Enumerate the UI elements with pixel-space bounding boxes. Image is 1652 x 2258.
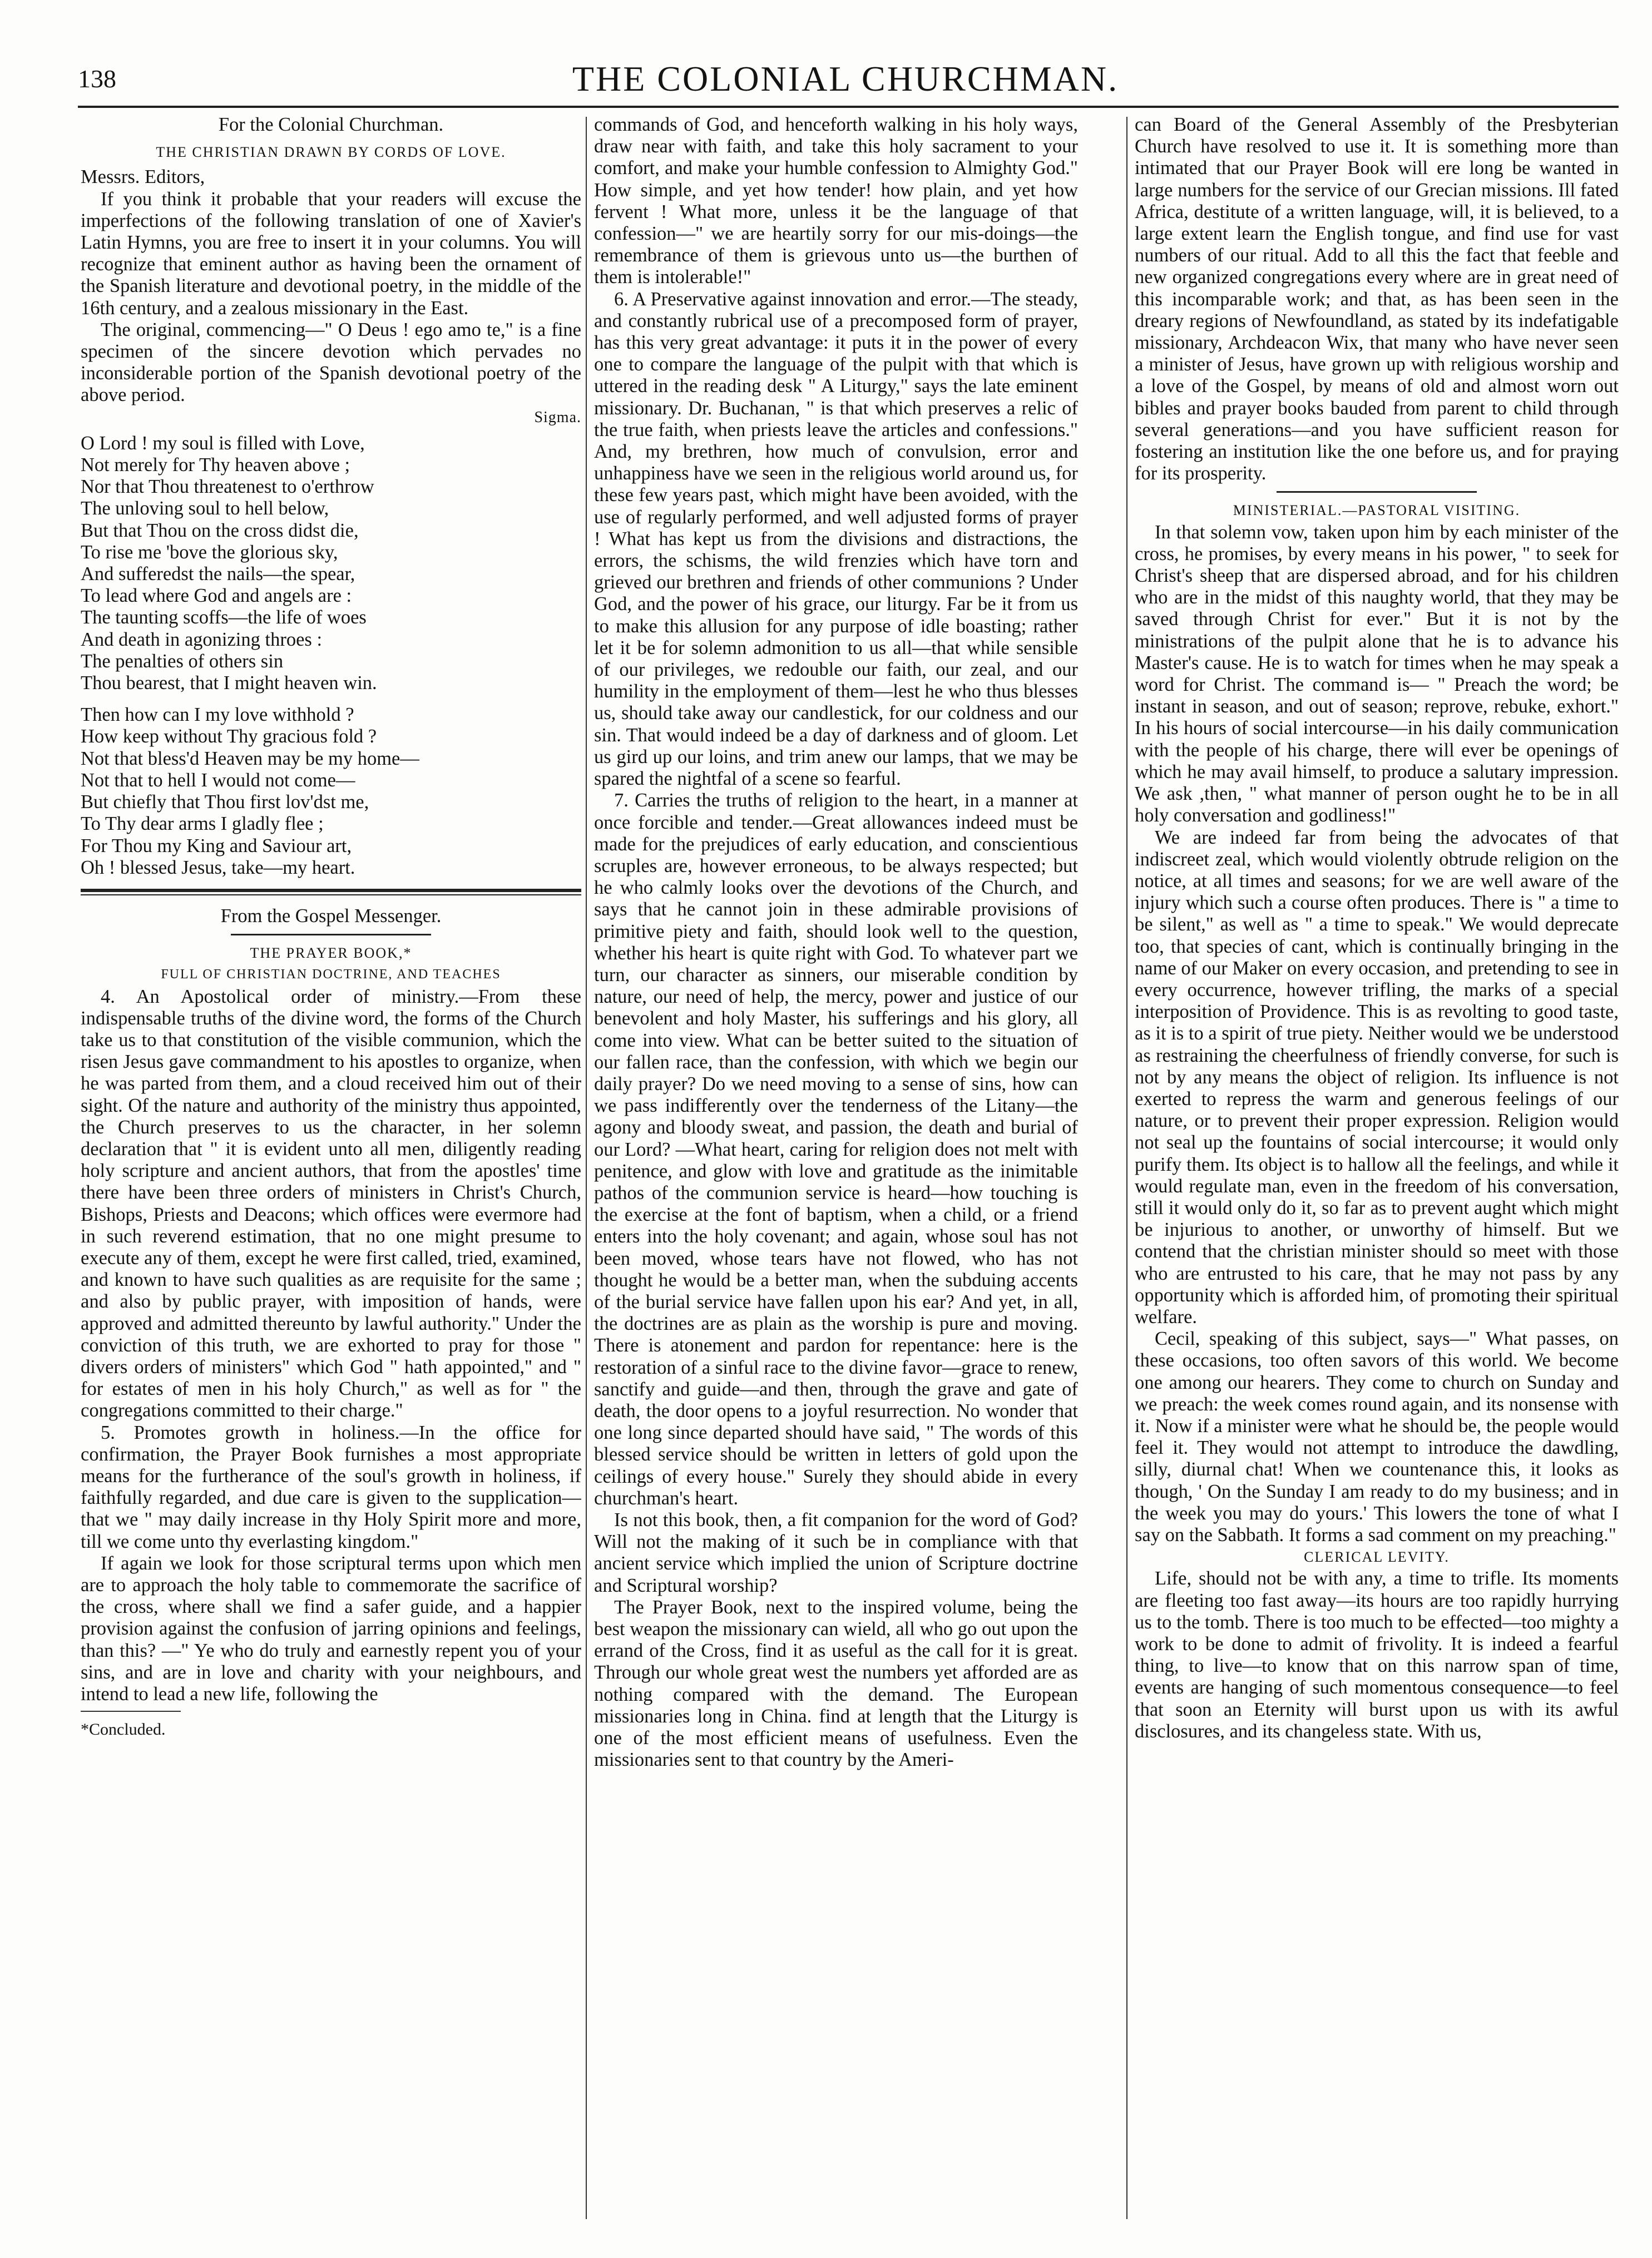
header-rule	[78, 106, 1619, 108]
column-divider	[586, 117, 587, 2219]
verse-line: O Lord ! my soul is filled with Love,	[81, 432, 365, 454]
section-rule	[81, 889, 581, 895]
salutation: Messrs. Editors,	[81, 166, 205, 188]
journal-title: THE COLONIAL CHURCHMAN.	[572, 59, 1119, 98]
column-2	[594, 114, 1078, 2222]
article-title: MINISTERIAL.—PASTORAL VISITING.	[1233, 502, 1521, 519]
hymn-poem	[81, 433, 581, 879]
paragraph: Is not this book, then, a fit companion for the word of God? Will not the making of it such be in compliance with that ancient service which implied the union of Scripture doctrine and Scriptural worship?	[594, 1509, 1078, 1596]
verse-line: To lead where God and angels are :	[81, 585, 352, 607]
stanza	[81, 433, 581, 694]
verse-line: The taunting scoffs—the life of woes	[81, 607, 367, 628]
verse-line: Not that to hell I would not come—	[81, 769, 355, 791]
verse-line: Then how can I my love withhold ?	[81, 704, 354, 726]
short-rule	[231, 934, 431, 935]
paragraph: 4. An Apostolical order of ministry.—From these indispensable truths of the divine word, the forms of the Church take us to that constitution of the visible communion, which the risen Jesus gave commandment to his apostles to organize, when he was parted from them, and a cloud received him out of their sight. Of the nature and authority of the ministry thus appointed, the Church preserves to us the character, in her solemn declaration that " it is evident unto all men, diligently reading holy scripture and ancient authors, that from the apostles' time there have been three orders of ministers in Christ's Church, Bishops, Priests and Deacons; which offices were evermore had in such reverend estimation, that no one might presume to execute any of them, except he were first called, tried, examined, and known to have such qualities as are requisite for the same ; and also by public prayer, with imposition of hands, were approved and admitted thereunto by lawful authority." Under the conviction of this truth, we are exhorted to pray for those " divers orders of ministers" which God " hath appointed," and " for estates of men in his holy Church," as well as for " the congregations committed to their charge."	[81, 986, 581, 1422]
verse-line: Not that bless'd Heaven may be my home—	[81, 747, 419, 769]
column-divider	[1126, 117, 1127, 2219]
verse-line: The penalties of others sin	[81, 650, 284, 672]
verse-line: To rise me 'bove the glorious sky,	[81, 541, 338, 563]
paragraph: 6. A Preservative against innovation and error.—The steady, and constantly rubrical use of a precomposed form of prayer, has this very great advantage: it puts it in the power of every one to compare the language of the pulpit with that which is uttered in the reading desk " A Liturgy," says the late eminent missionary. Dr. Buchanan, " is that which preserves a relic of the true faith, when priests leave the articles and confessions." And, my brethren, how much of convulsion, error and unhappiness have we seen in the religious world around us, for these few years past, which might have been avoided, with the use of regularly performed, and well adjusted forms of prayer ! What has kept us from the divisions and distractions, the errors, the schisms, the wild frenzies which have torn and grieved our brethren and friends of other communions ? Under God, and the power of his grace, our liturgy. Far be it from us to make this allusion for any purpose of idle boasting; rather let it be for solemn admonition to us all—that while sensible of our privileges, we redouble our faith, our zeal, and our humility in the employment of them—lest he who thus blesses us, should take away our candlestick, for our coldness and our sin. That would indeed be a day of darkness and of gloom. Let us gird up our loins, and trim anew our lamps, that we may be spared the nightfal of a scene so fearful.	[594, 288, 1078, 790]
verse-line: Oh ! blessed Jesus, take—my heart.	[81, 856, 355, 878]
stanza	[81, 704, 581, 879]
source-line: From the Gospel Messenger.	[220, 905, 442, 927]
footnote-rule	[81, 1711, 181, 1712]
verse-line: And death in agonizing throes :	[81, 628, 323, 650]
verse-line: For Thou my King and Saviour art,	[81, 835, 352, 856]
verse-line: But that Thou on the cross didst die,	[81, 519, 359, 541]
paragraph: If again we look for those scriptural terms upon which men are to approach the holy table to commemorate the sacrifice of the cross, where shall we find a safer guide, and a happier provision against the confusion of jarring opinions and feelings, than this? —" Ye who do truly and earnestly repent you of your sins, and are in love and charity with your neighbours, and intend to lead a new life, following the	[81, 1552, 581, 1705]
signature: Sigma.	[534, 408, 581, 426]
short-rule	[1277, 491, 1477, 493]
verse-line: And sufferedst the nails—the spear,	[81, 563, 355, 585]
source-line: For the Colonial Churchman.	[218, 114, 444, 135]
verse-line: But chiefly that Thou first lov'dst me,	[81, 791, 369, 813]
article-subtitle: FULL OF CHRISTIAN DOCTRINE, AND TEACHES	[161, 967, 501, 982]
column-1	[81, 114, 581, 2211]
paragraph: The Prayer Book, next to the inspired volume, being the best weapon the missionary can wield, all who go out upon the errand of the Cross, find it as useful as the call for it is great. Through our whole great west the numbers yet afforded are as nothing compared with the demand. The European missionaries long in China. find at length that the Liturgy is one of the most efficient means of usefulness. Even the missionaries sent to that country by the Ameri-	[594, 1596, 1078, 1771]
paragraph: The original, commencing—" O Deus ! ego amo te," is a fine specimen of the sincere devotion which pervades no inconsiderable portion of the Spanish devotional poetry of the above period.	[81, 319, 581, 406]
paragraph: In that solemn vow, taken upon him by each minister of the cross, he promises, by every means in his power, " to seek for Christ's sheep that are dispersed abroad, and for his children who are in the midst of this naughty world, that they may be saved through Christ for ever." But it is not by the ministrations of the pulpit alone that he is to advance his Master's cause. He is to watch for times when he may speak a word for Christ. The command is— " Preach the word; be instant in season, and out of season; reprove, rebuke, exhort." In his hours of social intercourse—in his daily communication with the people of his charge, there will ever be openings of which he may avail himself, to produce a salutary impression. We ask ,then, " what manner of person ought he to be in all holy conversation and godliness!"	[1135, 521, 1619, 826]
page-number: 138	[78, 65, 116, 93]
verse-line: Thou bearest, that I might heaven win.	[81, 672, 377, 694]
article-title: THE CHRISTIAN DRAWN BY CORDS OF LOVE.	[156, 144, 506, 161]
paragraph: 5. Promotes growth in holiness.—In the office for confirmation, the Prayer Book furnishes a most appropriate means for the furtherance of the soul's growth in holiness, if faithfully regarded, and due care is given to the supplication—that we " may daily increase in thy Holy Spirit more and more, till we come unto thy everlasting kingdom."	[81, 1422, 581, 1552]
verse-line: Nor that Thou threatenest to o'erthrow	[81, 476, 374, 498]
paragraph: Life, should not be with any, a time to trifle. Its moments are fleeting too fast away—its hours are too rapidly hurrying us to the tomb. There is too much to be effected—too mighty a work to be done to admit of frivolity. It is indeed a fearful thing, to live—to know that on this narrow span of time, events are hanging of such momentous consequence—to feel that soon an Eternity will burst upon us with its awful disclosures, and its changeless state. With us,	[1135, 1568, 1619, 1742]
footnote: *Concluded.	[81, 1720, 166, 1739]
verse-line: To Thy dear arms I gladly flee ;	[81, 813, 324, 835]
paragraph: can Board of the General Assembly of the Presbyterian Church have resolved to use it. It is something more than intimated that our Prayer Book will ere long be wanted in large numbers for the service of our Grecian missions. Ill fated Africa, destitute of a written language, will, it is believed, to a large extent learn the English tongue, and find use for vast numbers of our ritual. Add to all this the fact that feeble and new organized congregations every where are in great need of this incomparable work; and that, as has been seen in the dreary regions of Newfoundland, as stated by its indefatigable missionary, Archdeacon Wix, that many who have never seen a minister of Jesus, have grown up with religious worship and a love of the Gospel, by means of old and almost worn out bibles and prayer books bauded from parent to child through several generations—and you have sufficient reason for fostering an institution like the one before us, and for praying for its prosperity.	[1135, 114, 1619, 484]
verse-line: How keep without Thy gracious fold ?	[81, 726, 377, 747]
verse-line: Not merely for Thy heaven above ;	[81, 454, 350, 476]
article-title: THE PRAYER BOOK,*	[250, 945, 412, 962]
paragraph: 7. Carries the truths of religion to the heart, in a manner at once forcible and tender.—Great allowances indeed must be made for the prejudices of early education, and conscientious scruples are, however erroneous, to be always respected; but he who calmly looks over the devotions of the Church, and says that he cannot join in these admirable provisions of primitive piety and faith, should look well to the question, whether his heart is quite right with God. To whatever part we turn, our character as sinners, our miserable condition by nature, our need of help, the mercy, power and justice of our benevolent and holy Master, his sufferings and his glory, all come into view. What can be better suited to the situation of our fallen race, than the confession, with which we begin our daily prayer? Do we need moving to a sense of sins, how can we pass indifferently over the tenderness of the Litany—the agony and bloody sweat, and passion, the death and burial of our Lord? —What heart, caring for religion does not melt with penitence, and glow with love and gratitude as the inimitable pathos of the communion service is heard—how touching is the exercise at the font of baptism, when a child, or a friend enters into the holy covenant; and again, whose soul has not been moved, whose tears have not flowed, who has not thought he would be a better man, when the subduing accents of the burial service have fallen upon his ear? And yet, in all, the doctrines are as plain as the worship is pure and moving. There is atonement and pardon for repentance: here is the restoration of a sinful race to the divine favor—grace to renew, sanctify and guide—and then, through the grave and gate of death, the door opens to a joyful resurrection. No wonder that one long since departed should have said, " The words of this blessed service should be written in letters of gold upon the ceilings of every house." Surely they should abide in every churchman's heart.	[594, 790, 1078, 1509]
article-title: CLERICAL LEVITY.	[1304, 1549, 1450, 1566]
verse-line: The unloving soul to hell below,	[81, 498, 329, 519]
running-head	[78, 58, 1613, 103]
column-3	[1135, 114, 1619, 2222]
paragraph: Cecil, speaking of this subject, says—" What passes, on these occasions, too often savors of this world. We become one among our hearers. They come to church on Sunday and we preach: the week comes round again, and its nonsense with it. Now if a minister were what he should be, the people would feel it. They would not attempt to introduce the dawdling, silly, diurnal chat! When we countenance this, it looks as though, ' On the Sunday I am ready to do my business; and in the week you may do yours.' This lowers the tone of what I say on the Sabbath. It forms a sad comment on my preaching."	[1135, 1328, 1619, 1546]
paragraph: commands of God, and henceforth walking in his holy ways, draw near with faith, and take this holy sacrament to your comfort, and make your humble confession to Almighty God." How simple, and yet how tender! how plain, and yet how fervent ! What more, unless it be the language of that confession—" we are heartily sorry for our mis-doings—the remembrance of them is grievous unto us—the burthen of them is intolerable!"	[594, 114, 1078, 288]
paragraph: If you think it probable that your readers will excuse the imperfections of the following translation of one of Xavier's Latin Hymns, you are free to insert it in your columns. You will recognize that eminent author as having been the ornament of the Spanish literature and devotional poetry, in the middle of the 16th century, and a zealous missionary in the East.	[81, 188, 581, 319]
paragraph: We are indeed far from being the advocates of that indiscreet zeal, which would violently obtrude religion on the notice, at all times and seasons; for we are well aware of the injury which such a course often produces. There is " a time to be silent," as well as " a time to speak." We would deprecate too, that species of cant, which is continually bringing in the name of our Maker on every occasion, and pretending to see in every occurrence, however trifling, the marks of a special interposition of Providence. This is as revolting to good taste, as it is to a spirit of true piety. Neither would we be understood as restraining the cheerfulness of friendly converse, for such is not by any means the object of religion. Its influence is not exerted to repress the warm and generous feelings of our nature, or to prevent their proper expression. Religion would not seal up the fountains of social intercourse; it would only purify them. Its object is to hallow all the feelings, and while it would regulate man, even in the freedom of his conversation, still it would only do it, so far as to prevent aught which might be injurious to another, or unworthy of himself. But we contend that the christian minister should so meet with those who are entrusted to his care, that he may not pass by any opportunity which is afforded him, of promoting their spiritual welfare.	[1135, 826, 1619, 1328]
